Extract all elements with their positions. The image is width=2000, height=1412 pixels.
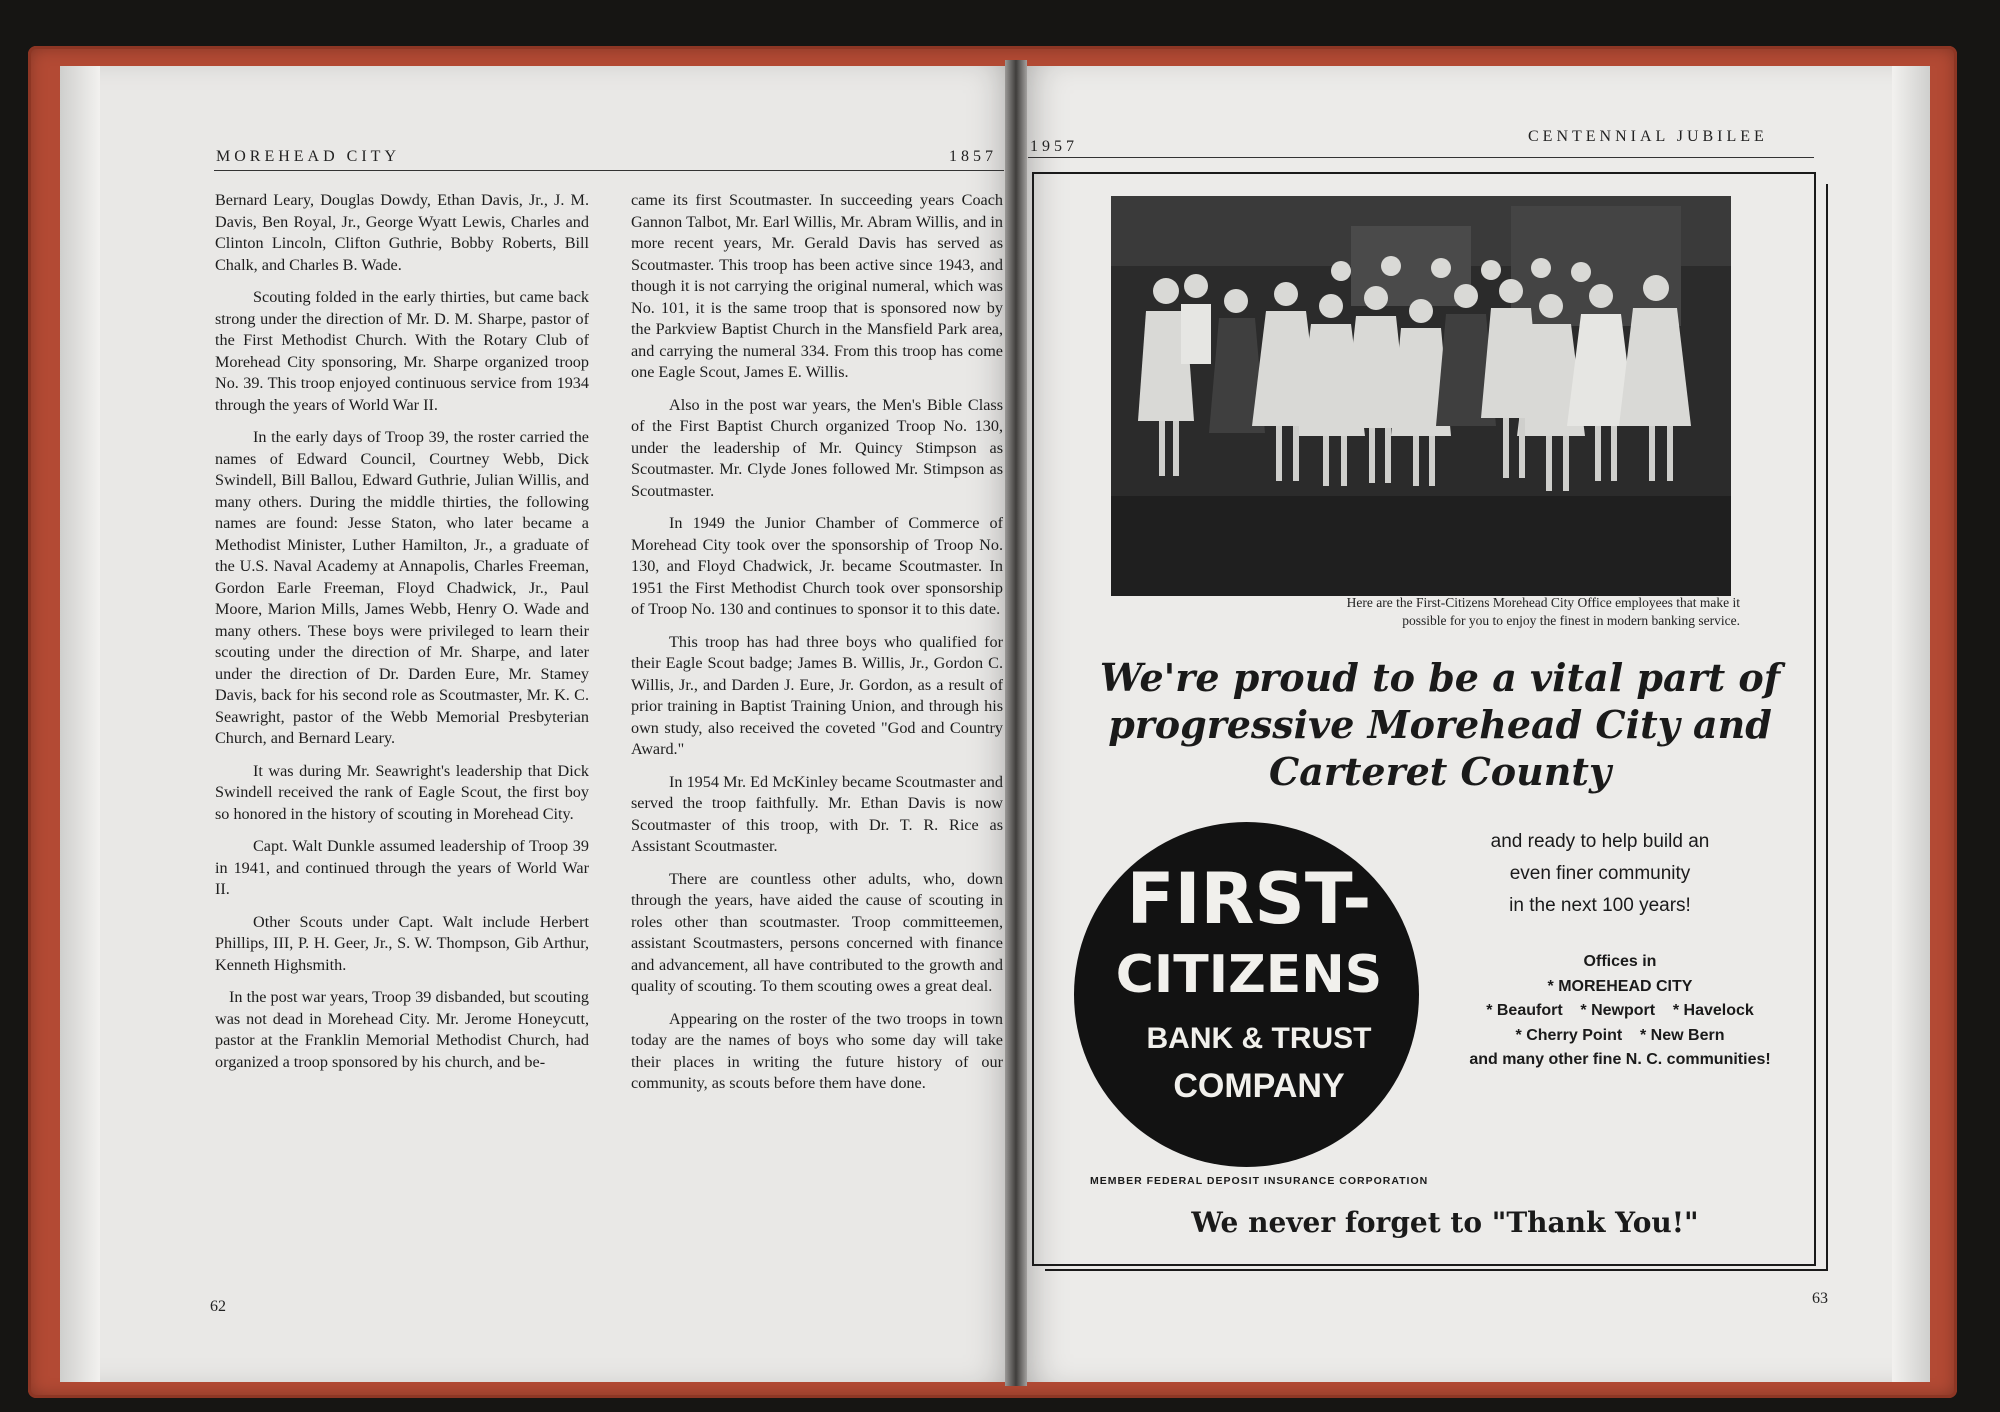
header-rule-left	[214, 170, 1004, 171]
employee-group-photo	[1111, 196, 1731, 596]
left-page-edge	[60, 66, 100, 1382]
ad-headline	[1090, 654, 1790, 795]
right-page-edge	[1892, 66, 1930, 1382]
photo-caption: Here are the First-Citizens Morehead City Office employees that make it possible for you to enjoy the finest in modern banking service.	[1346, 595, 1740, 628]
logo-company: COMPANY	[1173, 1067, 1345, 1105]
paragraph: It was during Mr. Seawright's leadership that Dick Swindell received the rank of Eagle Scout, the first boy so honored in the history of scouting in Morehead City.	[215, 761, 589, 823]
bank-logo-seal	[1074, 822, 1419, 1167]
page-number-right: 63	[1812, 1290, 1828, 1307]
header-rule-right	[1028, 157, 1814, 158]
offices-title: Offices in	[1583, 953, 1657, 970]
paragraph: In the post war years, Troop 39 disbanded, but scouting was not dead in Morehead City. Mr. Jerome Honeycutt, pastor at the Franklin Memorial Methodist Church, had organized a troop sponsored by his church, and be-	[215, 988, 589, 1071]
paragraph: In 1949 the Junior Chamber of Commerce of Morehead City took over the sponsorship of Troop No. 130, and Floyd Chadwick, Jr. became Scoutmaster. In 1951 the First Methodist Church took over sponsorship of Troop No. 130 and continues to sponsor it to this date.	[631, 514, 1003, 618]
running-head-right: CENTENNIAL JUBILEE	[1528, 128, 1768, 145]
office-line: and many other fine N. C. communities!	[1469, 1051, 1771, 1068]
logo-first: FIRST-	[1126, 858, 1372, 940]
paragraph: Also in the post war years, the Men's Bible Class of the First Baptist Church organized Troop No. 130, under the leadership of Mr. Quincy Stimpson as Scoutmaster. Mr. Clyde Jones followed Mr. Stimpson as Scoutmaster.	[631, 395, 1003, 500]
ready-line-3: in the next 100 years!	[1509, 895, 1691, 916]
paragraph: Other Scouts under Capt. Walt include Herbert Phillips, III, P. H. Geer, Jr., S. W. Thompson, Gib Arthur, Kenneth Highsmith.	[215, 912, 589, 974]
text-column-1	[215, 190, 589, 1084]
office-line: * MOREHEAD CITY	[1547, 977, 1693, 995]
text-column-2	[631, 190, 1003, 1106]
fdic-member-line: MEMBER FEDERAL DEPOSIT INSURANCE CORPORATION	[1090, 1175, 1429, 1187]
logo-bank-trust: BANK & TRUST	[1146, 1022, 1372, 1055]
logo-citizens: CITIZENS	[1115, 945, 1383, 1005]
ready-statement	[1450, 826, 1750, 922]
paragraph: Appearing on the roster of the two troops in town today are the names of boys who some day will take their places in writing the future history of our community, as scouts before them have done.	[631, 1009, 1003, 1092]
ready-line-2: even finer community	[1509, 863, 1691, 884]
office-line: * Cherry Point * New Bern	[1515, 1026, 1725, 1044]
paragraph: Capt. Walt Dunkle assumed leadership of Troop 39 in 1941, and continued through the years of World War II.	[215, 837, 589, 898]
headline-line-1: We're proud to be a vital part of	[1099, 655, 1781, 700]
running-head-left: MOREHEAD CITY	[216, 148, 400, 165]
office-list	[1410, 950, 1830, 1073]
paragraph: In 1954 Mr. Ed McKinley became Scoutmaster and served the troop faithfully. Mr. Ethan Davis is now Scoutmaster of this troop, with Dr. T. R. Rice as Assistant Scoutmaster.	[631, 772, 1003, 855]
page-number-left: 62	[210, 1298, 226, 1315]
headline-line-3: Carteret County	[1268, 749, 1612, 794]
running-head-year: 1857	[949, 148, 997, 165]
paragraph: Bernard Leary, Douglas Dowdy, Ethan Davis, Jr., J. M. Davis, Ben Royal, Jr., George Wyatt Lewis, Charles and Clinton Lincoln, Clifton Guthrie, Bobby Roberts, Bill Chalk, and Charles B. Wade.	[215, 191, 589, 274]
paragraph: Scouting folded in the early thirties, but came back strong under the direction of Mr. D. M. Sharpe, pastor of the First Methodist Church. With the Rotary Club of Morehead City sponsoring, Mr. Sharpe organized troop No. 39. This troop enjoyed continuous service from 1934 through the years of World War II.	[215, 288, 589, 414]
paragraph: came its first Scoutmaster. In succeeding years Coach Gannon Talbot, Mr. Earl Willis, Mr. Abram Willis, and in more recent years, Mr. Gerald Davis has served as Scoutmaster. This troop has been active since 1943, and though it is not carrying the original numeral, which was No. 101, it is the same troop that is sponsored now by the Parkview Baptist Church in the Mansfield Park area, and carrying the numeral 334. From this troop has come one Eagle Scout, James E. Willis.	[631, 191, 1003, 381]
group-photo-image	[1111, 196, 1731, 596]
thank-you-line: We never forget to "Thank You!"	[1191, 1206, 1699, 1239]
paragraph: There are countless other adults, who, down through the years, have aided the cause of scouting in roles other than scoutmaster. Troop committeemen, assistant Scoutmasters, persons concerned with finance and advancement, all have contributed to the growth and quality of scouting. To them scouting owes a great deal.	[631, 869, 1003, 995]
headline-line-2: progressive Morehead City and	[1108, 702, 1772, 747]
paragraph: This troop has had three boys who qualified for their Eagle Scout badge; James B. Willis, Jr., Gordon C. Willis, Jr., and Darden J. Eure, Jr. Gordon, as a result of prior training in Baptist Training Union, and through his own study, also received the coveted "God and Country Award."	[631, 632, 1003, 758]
book-gutter	[1005, 60, 1027, 1386]
paragraph: In the early days of Troop 39, the roster carried the names of Edward Council, Courtney Webb, Dick Swindell, Bill Ballou, Edward Guthrie, Julian Willis, and many others. During the middle thirties, the following names are found: Jesse Staton, who later became a Methodist Minister, Luther Hamilton, Jr., a graduate of the U.S. Naval Academy at Annapolis, Charles Freeman, Gordon Earle Freeman, Floyd Chadwick, Jr., Paul Moore, Marion Mills, James Webb, Henry O. Wade and many others. These boys were privileged to learn their scouting under the direction of Mr. Sharpe, and later under the direction of Dr. Darden Eure, Mr. Stamey Davis, back for his second role as Scoutmaster, Mr. K. C. Seawright, pastor of the Webb Memorial Presbyterian Church, and Bernard Leary.	[215, 428, 589, 747]
ready-line-1: and ready to help build an	[1490, 831, 1710, 852]
running-head-year-right: 1957	[1030, 138, 1078, 155]
office-line: * Beaufort * Newport * Havelock	[1486, 1002, 1754, 1019]
